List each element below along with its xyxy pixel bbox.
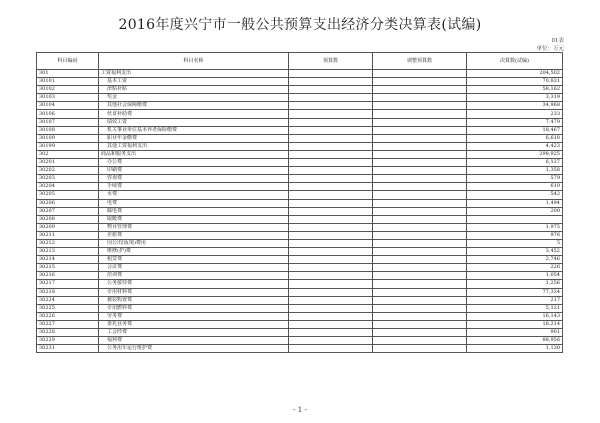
cell-adjusted	[373, 70, 467, 78]
cell-adjusted	[373, 175, 467, 183]
cell-code: 30226	[37, 312, 99, 320]
cell-budget	[289, 231, 373, 239]
cell-final: 1,054	[467, 272, 563, 280]
cell-adjusted	[373, 78, 467, 86]
table-body	[37, 70, 563, 353]
cell-adjusted	[373, 280, 467, 288]
table-row	[37, 175, 563, 183]
cell-code: 30109	[37, 134, 99, 142]
cell-name: 专用材料费	[99, 288, 289, 296]
cell-name: 印刷费	[99, 167, 289, 175]
cell-budget	[289, 191, 373, 199]
cell-name: 伙食补助费	[99, 110, 289, 118]
cell-name: 基本工资	[99, 78, 289, 86]
cell-budget	[289, 199, 373, 207]
table-row	[37, 150, 563, 158]
cell-final: 579	[467, 175, 563, 183]
cell-code: 30225	[37, 304, 99, 312]
cell-budget	[289, 272, 373, 280]
cell-name: 福利费	[99, 337, 289, 345]
table-row	[37, 94, 563, 102]
cell-final: 77,334	[467, 288, 563, 296]
cell-adjusted	[373, 329, 467, 337]
form-number: 01表	[551, 38, 564, 44]
cell-adjusted	[373, 118, 467, 126]
cell-final: 299,925	[467, 150, 563, 158]
unit-label: 单位：万元	[536, 46, 564, 52]
cell-code: 30213	[37, 248, 99, 256]
cell-final: 6,127	[467, 159, 563, 167]
cell-code: 30215	[37, 264, 99, 272]
cell-name: 因公出国(境)费用	[99, 239, 289, 247]
cell-name: 劳务费	[99, 312, 289, 320]
table-row	[37, 231, 563, 239]
table-row	[37, 304, 563, 312]
header-budget: 预算数	[289, 53, 373, 70]
table-row	[37, 191, 563, 199]
cell-code: 30209	[37, 223, 99, 231]
cell-name: 委托业务费	[99, 320, 289, 328]
cell-adjusted	[373, 191, 467, 199]
header-final: 决算数(试编)	[467, 53, 563, 70]
cell-final: 18,467	[467, 126, 563, 134]
table-row	[37, 142, 563, 150]
cell-code: 30214	[37, 256, 99, 264]
cell-final: 3,319	[467, 94, 563, 102]
cell-code: 30227	[37, 320, 99, 328]
cell-code: 302	[37, 150, 99, 158]
cell-code: 30218	[37, 288, 99, 296]
cell-code: 30217	[37, 280, 99, 288]
cell-final: 619	[467, 183, 563, 191]
cell-adjusted	[373, 94, 467, 102]
table-header-row	[37, 53, 563, 70]
cell-name: 其他社会保障缴费	[99, 102, 289, 110]
cell-name: 邮电费	[99, 207, 289, 215]
cell-adjusted	[373, 167, 467, 175]
cell-code: 30207	[37, 207, 99, 215]
cell-adjusted	[373, 86, 467, 94]
cell-code: 30208	[37, 215, 99, 223]
header-name: 科目名称	[99, 53, 289, 70]
cell-name: 商品和服务支出	[99, 150, 289, 158]
cell-name: 绩效工资	[99, 118, 289, 126]
table-row	[37, 118, 563, 126]
cell-name: 租赁费	[99, 256, 289, 264]
cell-name: 津贴补贴	[99, 86, 289, 94]
cell-code: 30103	[37, 94, 99, 102]
cell-adjusted	[373, 199, 467, 207]
cell-adjusted	[373, 312, 467, 320]
cell-code: 30104	[37, 102, 99, 110]
cell-budget	[289, 94, 373, 102]
cell-adjusted	[373, 102, 467, 110]
cell-budget	[289, 159, 373, 167]
cell-name: 工会经费	[99, 329, 289, 337]
cell-adjusted	[373, 256, 467, 264]
cell-final: 88,956	[467, 337, 563, 345]
cell-adjusted	[373, 223, 467, 231]
cell-final: 4,423	[467, 142, 563, 150]
table-row	[37, 288, 563, 296]
cell-adjusted	[373, 296, 467, 304]
cell-budget	[289, 239, 373, 247]
table-row	[37, 264, 563, 272]
cell-name: 其他工资福利支出	[99, 142, 289, 150]
table-row	[37, 183, 563, 191]
cell-name: 电费	[99, 199, 289, 207]
cell-adjusted	[373, 337, 467, 345]
cell-adjusted	[373, 110, 467, 118]
cell-budget	[289, 312, 373, 320]
cell-final: 6,618	[467, 134, 563, 142]
header-code: 科目编码	[37, 53, 99, 70]
table-row	[37, 256, 563, 264]
cell-budget	[289, 102, 373, 110]
cell-adjusted	[373, 134, 467, 142]
cell-adjusted	[373, 150, 467, 158]
cell-adjusted	[373, 239, 467, 247]
cell-name: 机关事业单位基本养老保险缴费	[99, 126, 289, 134]
cell-code: 30212	[37, 239, 99, 247]
cell-code: 30108	[37, 126, 99, 134]
cell-final: 2,746	[467, 256, 563, 264]
cell-name: 手续费	[99, 183, 289, 191]
cell-final: 16,143	[467, 312, 563, 320]
cell-name: 公务用车运行维护费	[99, 345, 289, 353]
table-row	[37, 126, 563, 134]
cell-budget	[289, 296, 373, 304]
table-row	[37, 86, 563, 94]
cell-final: 1,975	[467, 223, 563, 231]
cell-budget	[289, 329, 373, 337]
cell-code: 30101	[37, 78, 99, 86]
cell-adjusted	[373, 288, 467, 296]
cell-code: 30102	[37, 86, 99, 94]
cell-adjusted	[373, 126, 467, 134]
cell-budget	[289, 288, 373, 296]
cell-name: 差旅费	[99, 231, 289, 239]
cell-adjusted	[373, 207, 467, 215]
cell-budget	[289, 207, 373, 215]
cell-adjusted	[373, 142, 467, 150]
cell-budget	[289, 256, 373, 264]
cell-name: 取暖费	[99, 215, 289, 223]
cell-budget	[289, 150, 373, 158]
cell-final: 542	[467, 191, 563, 199]
cell-budget	[289, 215, 373, 223]
table-row	[37, 272, 563, 280]
cell-code: 30203	[37, 175, 99, 183]
cell-adjusted	[373, 272, 467, 280]
cell-code: 30199	[37, 142, 99, 150]
cell-adjusted	[373, 215, 467, 223]
cell-adjusted	[373, 320, 467, 328]
cell-name: 水费	[99, 191, 289, 199]
table-row	[37, 329, 563, 337]
cell-final: 204,502	[467, 70, 563, 78]
cell-name: 职业年金缴费	[99, 134, 289, 142]
cell-budget	[289, 183, 373, 191]
cell-budget	[289, 78, 373, 86]
cell-budget	[289, 134, 373, 142]
cell-budget	[289, 167, 373, 175]
cell-final: 901	[467, 329, 563, 337]
cell-budget	[289, 223, 373, 231]
cell-code: 30202	[37, 167, 99, 175]
table-row	[37, 320, 563, 328]
table-row	[37, 159, 563, 167]
cell-name: 专用燃料费	[99, 304, 289, 312]
cell-budget	[289, 345, 373, 353]
cell-final: 217	[467, 296, 563, 304]
cell-adjusted	[373, 345, 467, 353]
cell-final: 5,121	[467, 304, 563, 312]
cell-name: 会议费	[99, 264, 289, 272]
table-row	[37, 70, 563, 78]
cell-budget	[289, 175, 373, 183]
cell-final: 18,214	[467, 320, 563, 328]
cell-code: 30228	[37, 329, 99, 337]
cell-budget	[289, 126, 373, 134]
cell-final: 1,358	[467, 167, 563, 175]
cell-final: 70,831	[467, 78, 563, 86]
cell-adjusted	[373, 183, 467, 191]
cell-name: 奖金	[99, 94, 289, 102]
cell-final: 1,130	[467, 345, 563, 353]
cell-final: 1,256	[467, 280, 563, 288]
budget-table	[36, 52, 563, 353]
cell-name: 培训费	[99, 272, 289, 280]
table-row	[37, 199, 563, 207]
cell-final	[467, 215, 563, 223]
cell-final: 7,479	[467, 118, 563, 126]
cell-adjusted	[373, 304, 467, 312]
cell-name: 被装购置费	[99, 296, 289, 304]
table-row	[37, 110, 563, 118]
table-row	[37, 280, 563, 288]
cell-budget	[289, 86, 373, 94]
table-row	[37, 102, 563, 110]
cell-budget	[289, 320, 373, 328]
cell-budget	[289, 280, 373, 288]
table-row	[37, 167, 563, 175]
table-row	[37, 312, 563, 320]
cell-adjusted	[373, 264, 467, 272]
table-row	[37, 337, 563, 345]
cell-code: 30204	[37, 183, 99, 191]
cell-code: 30231	[37, 345, 99, 353]
cell-final: 3,452	[467, 248, 563, 256]
cell-code: 30229	[37, 337, 99, 345]
cell-code: 30106	[37, 110, 99, 118]
cell-name: 办公费	[99, 159, 289, 167]
cell-final: 226	[467, 264, 563, 272]
cell-adjusted	[373, 248, 467, 256]
cell-name: 咨询费	[99, 175, 289, 183]
cell-final: 976	[467, 231, 563, 239]
cell-budget	[289, 337, 373, 345]
cell-final: 233	[467, 110, 563, 118]
page-number: - 1 -	[293, 406, 307, 414]
cell-budget	[289, 118, 373, 126]
cell-code: 301	[37, 70, 99, 78]
table-row	[37, 248, 563, 256]
cell-code: 30206	[37, 199, 99, 207]
cell-name: 公务接待费	[99, 280, 289, 288]
table-row	[37, 223, 563, 231]
cell-final: 34,968	[467, 102, 563, 110]
cell-name: 维修(护)费	[99, 248, 289, 256]
cell-code: 30107	[37, 118, 99, 126]
table-row	[37, 239, 563, 247]
table-row	[37, 78, 563, 86]
cell-final: 200	[467, 207, 563, 215]
cell-budget	[289, 248, 373, 256]
cell-code: 30201	[37, 159, 99, 167]
cell-final: 1,494	[467, 199, 563, 207]
table-row	[37, 215, 563, 223]
cell-code: 30224	[37, 296, 99, 304]
page-title: 2016年度兴宁市一般公共预算支出经济分类决算表(试编)	[118, 17, 482, 33]
table-row	[37, 134, 563, 142]
cell-code: 30211	[37, 231, 99, 239]
cell-final: 58,162	[467, 86, 563, 94]
cell-name: 工资福利支出	[99, 70, 289, 78]
cell-budget	[289, 304, 373, 312]
table-row	[37, 345, 563, 353]
cell-adjusted	[373, 159, 467, 167]
cell-budget	[289, 110, 373, 118]
table-row	[37, 296, 563, 304]
table-row	[37, 207, 563, 215]
cell-name: 物业管理费	[99, 223, 289, 231]
cell-code: 30205	[37, 191, 99, 199]
cell-final: 5	[467, 239, 563, 247]
cell-code: 30216	[37, 272, 99, 280]
cell-budget	[289, 70, 373, 78]
cell-adjusted	[373, 231, 467, 239]
cell-budget	[289, 142, 373, 150]
cell-budget	[289, 264, 373, 272]
header-adjusted: 调整预算数	[373, 53, 467, 70]
